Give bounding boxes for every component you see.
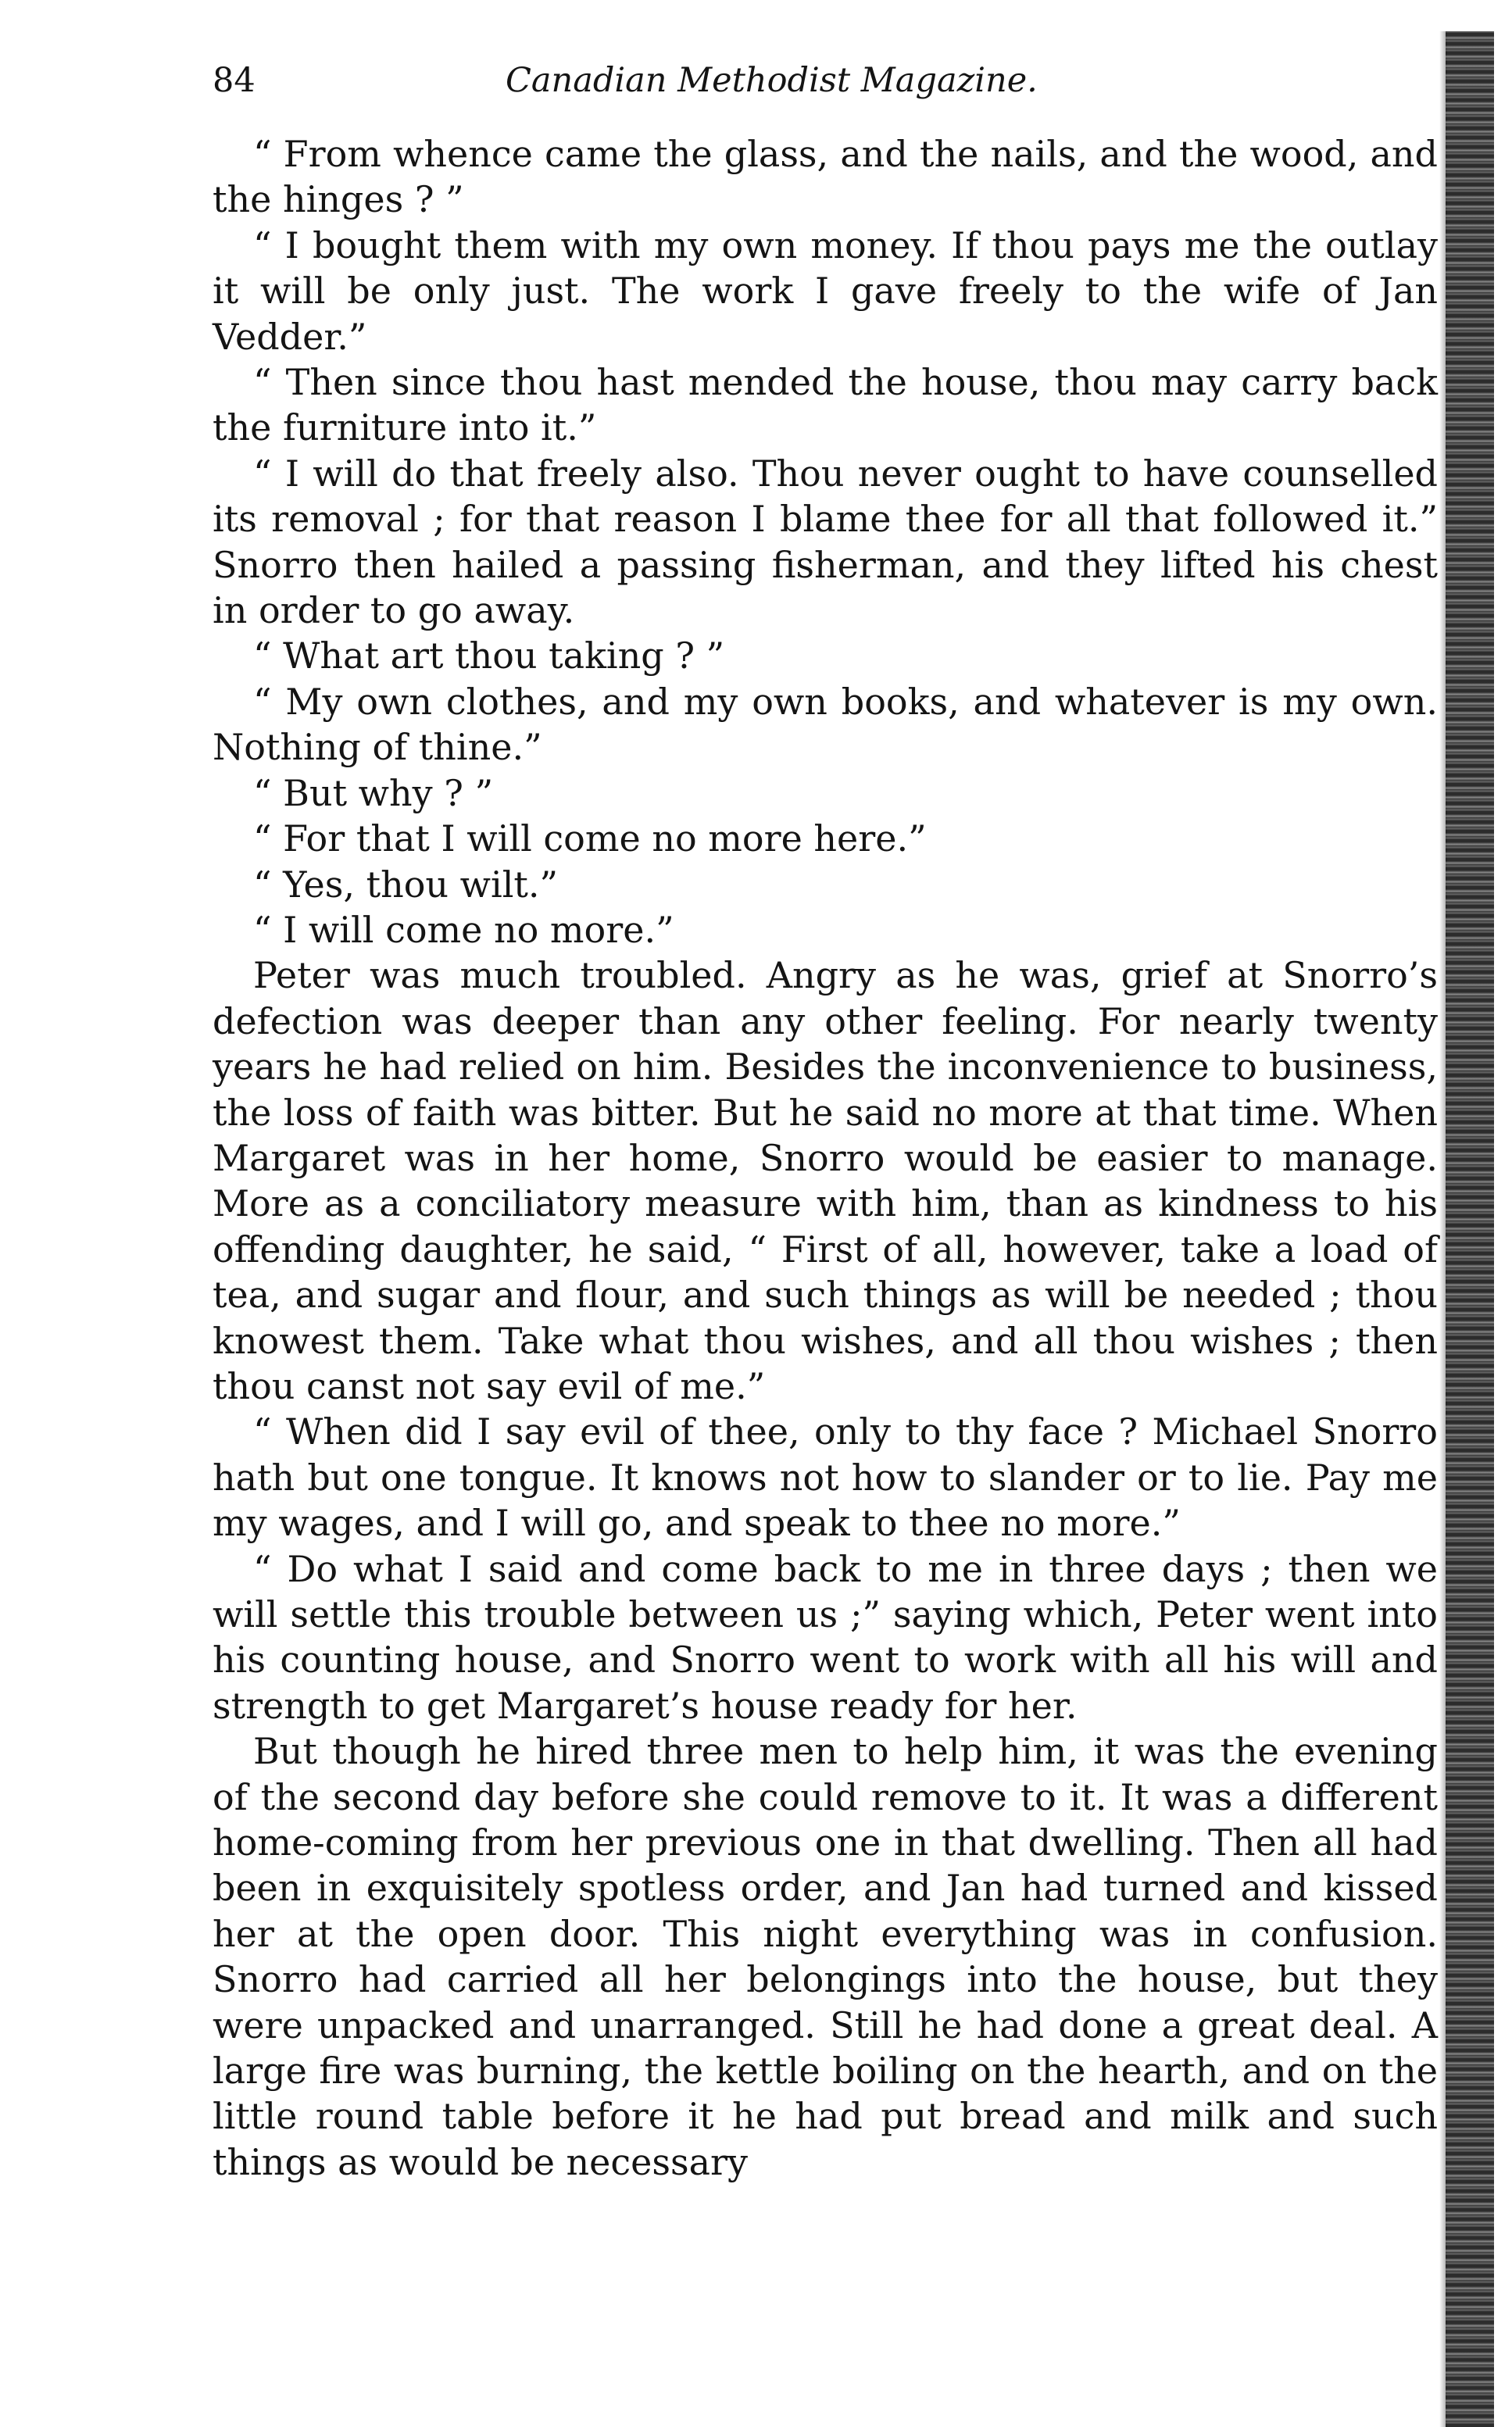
body-text xyxy=(213,131,1438,2185)
paragraph: “ I will come no more.” xyxy=(253,908,674,951)
book-page xyxy=(213,45,1438,2311)
paragraph: “ What art thou taking ? ” xyxy=(253,634,725,677)
paragraph: “ Do what I said and come back to me in three days ; then we will settle this trouble between us ;” saying which, Peter went into his counting house, and Snorro went to work with all his will and strength to get Margaret’s house ready for her. xyxy=(213,1547,1438,1727)
journal-title: Canadian Methodist Magazine. xyxy=(506,61,1038,100)
paragraph: “ I will do that freely also. Thou never ought to have counselled its removal ; for that reason I blame thee for all that followed it.” Snorro then hailed a passing fisherman, and they lifted his chest in order to go away. xyxy=(213,452,1438,632)
paragraph: “ Then since thou hast mended the house, thou may carry back the furniture into it.” xyxy=(213,361,1438,449)
paragraph: “ When did I say evil of thee, only to thy face ? Michael Snorro hath but one tongue. It knows not how to slander or to lie. Pay me my wages, and I will go, and speak to thee no more.” xyxy=(213,1410,1438,1545)
paragraph: But though he hired three men to help him, it was the evening of the second day before she could remove to it. It was a different home-coming from her previous one in that dwelling. Then all had been in exquisitely spotless order, and Jan had turned and kissed her at the open door. This night everything was in confusion. Snorro had carried all her belongings into the house, but they were unpacked and unarranged. Still he had done a great deal. A large fire was burning, the kettle boiling on the hearth, and on the little round table before it he had put bread and milk and such things as would be necessary xyxy=(213,1730,1438,2183)
running-head xyxy=(213,45,1438,116)
paragraph: Peter was much troubled. Angry as he was, grief at Snorro’s defection was deeper than any other feeling. For nearly twenty years he had relied on him. Besides the inconvenience to business, the loss of faith was bitter. But he said no more at that time. When Margaret was in her home, Snorro would be easier to manage. More as a conciliatory measure with him, than as kindness to his offending daughter, he said, “ First of all, however, take a load of tea, and sugar and flour, and such things as will be needed ; thou knowest them. Take what thou wishes, and all thou wishes ; then thou canst not say evil of me.” xyxy=(213,954,1438,1407)
page-edge-binding xyxy=(1446,31,1494,2427)
page-number: 84 xyxy=(213,61,256,100)
paragraph: “ Yes, thou wilt.” xyxy=(253,863,559,906)
paragraph: “ My own clothes, and my own books, and whatever is my own. Nothing of thine.” xyxy=(213,680,1438,769)
paragraph: “ From whence came the glass, and the nails, and the wood, and the hinges ? ” xyxy=(213,133,1438,221)
paragraph: “ I bought them with my own money. If thou pays me the outlay it will be only just. The work I gave freely to the wife of Jan Vedder.” xyxy=(213,223,1438,358)
paragraph: “ But why ? ” xyxy=(253,771,494,814)
paragraph: “ For that I will come no more here.” xyxy=(253,817,927,860)
